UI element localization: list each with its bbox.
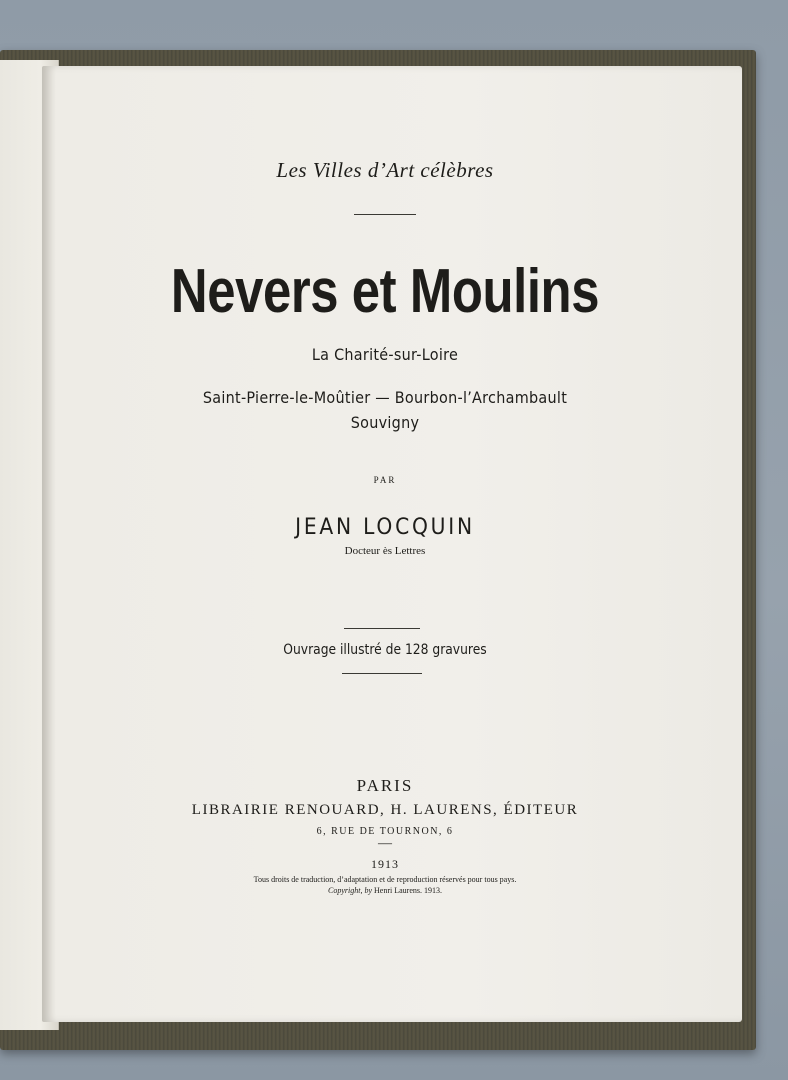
series-title: Les Villes d’Art célèbres <box>276 158 494 182</box>
copyright-holder: Henri Laurens. 1913. <box>372 886 442 895</box>
imprint-address: 6, RUE DE TOURNON, 6 <box>316 826 454 837</box>
subtitle-line-2: Saint-Pierre-le-Moûtier — Bourbon-l’Archambault <box>202 388 568 407</box>
series-rule <box>354 214 416 215</box>
book-title: Nevers et Moulins <box>170 257 600 326</box>
author-name: JEAN LOCQUIN <box>295 515 475 540</box>
par-label: PAR <box>373 475 397 485</box>
illustration-note: Ouvrage illustré de 128 gravures <box>283 642 487 658</box>
copyright-notice <box>80 886 690 895</box>
imprint-publisher: LIBRAIRIE RENOUARD, H. LAURENS, ÉDITEUR <box>191 802 579 818</box>
rights-notice: Tous droits de traduction, d’adaptation et de reproduction réservés pour tous pays. <box>253 875 517 884</box>
illustration-rule-bottom <box>342 673 422 674</box>
subtitle-line-3: Souvigny <box>350 413 420 432</box>
copyright-word: Copyright, by <box>328 886 372 895</box>
imprint-year: 1913 <box>371 857 399 871</box>
imprint-city: PARIS <box>356 776 414 795</box>
illustration-rule-top <box>344 628 420 629</box>
imprint-dash: — <box>378 836 392 851</box>
subtitle-line-1: La Charité-sur-Loire <box>311 345 459 364</box>
author-credential: Docteur ès Lettres <box>344 545 426 557</box>
